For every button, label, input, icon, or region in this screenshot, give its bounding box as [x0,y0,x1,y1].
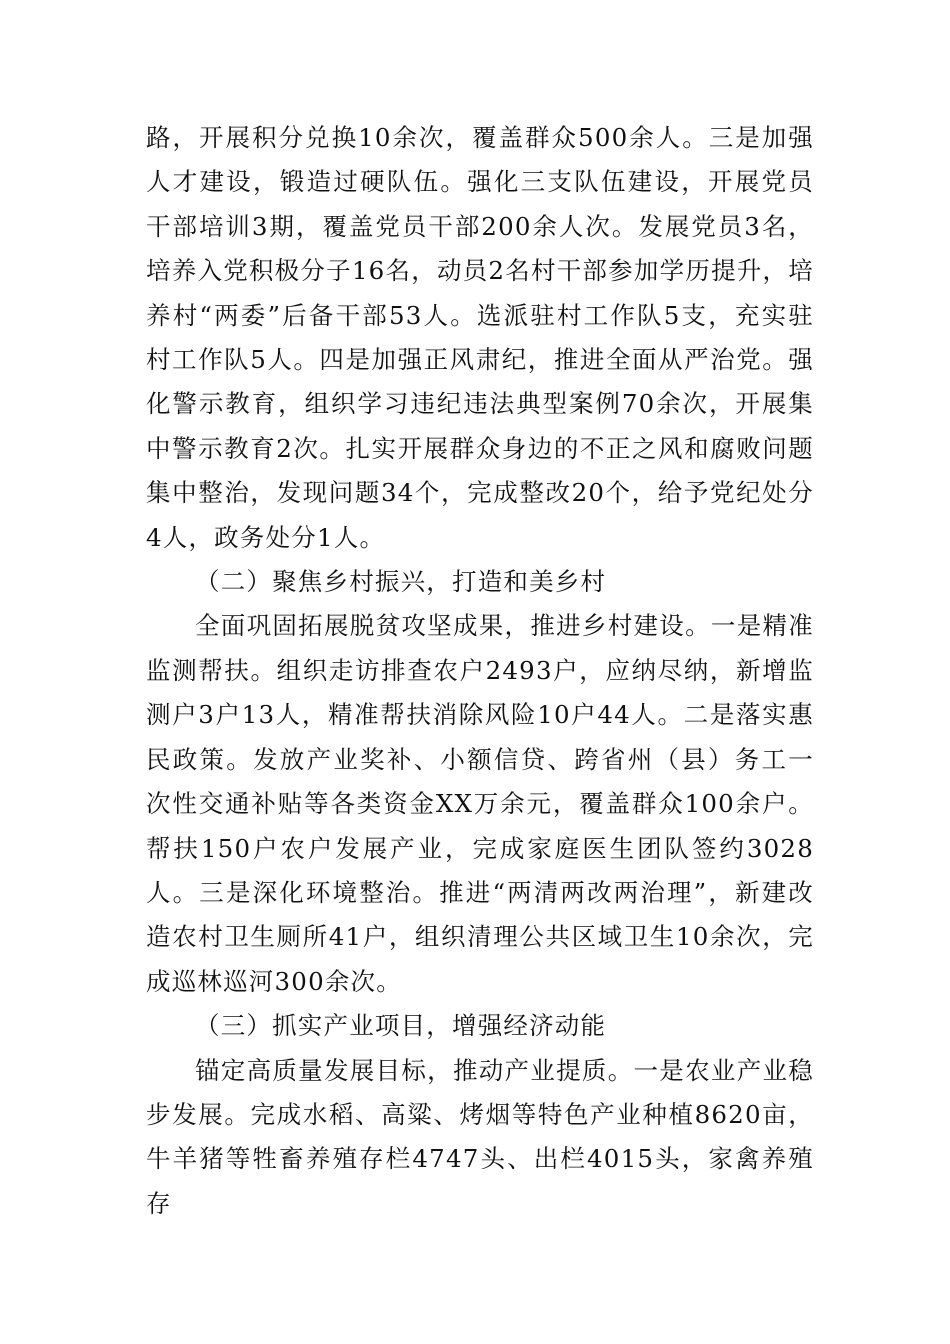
section-heading-3: （三）抓实产业项目，增强经济动能 [195,1011,607,1041]
document-body [146,116,814,1226]
section-heading-2: （二）聚焦乡村振兴，打造和美乡村 [195,567,607,597]
paragraph-continuation: 路，开展积分兑换10余次，覆盖群众500余人。三是加强人才建设，锻造过硬队伍。强化三支队伍建设，开展党员干部培训3期，覆盖党员干部200余人次。发展党员3名，培养入党积极分子16名，动员2名村干部参加学历提升，培养村“两委”后备干部53人。选派驻村工作队5支，充实驻村工作队5人。四是加强正风肃纪，推进全面从严治党。强化警示教育，组织学习违纪违法典型案例70余次，开展集中警示教育2次。扎实开展群众身边的不正之风和腐败问题集中整治，发现问题34个，完成整改20个，给予党纪处分4人，政务处分1人。 [146,123,814,552]
paragraph-industry-projects: 锚定高质量发展目标，推动产业提质。一是农业产业稳步发展。完成水稻、高粱、烤烟等特色产业种植8620亩，牛羊猪等牲畜养殖存栏4747头、出栏4015头，家禽养殖存 [146,1055,814,1218]
paragraph-rural-revitalization: 全面巩固拓展脱贫攻坚成果，推进乡村建设。一是精准监测帮扶。组织走访排查农户2493户，应纳尽纳，新增监测户3户13人，精准帮扶消除风险10户44人。二是落实惠民政策。发放产业奖补、小额信贷、跨省州（县）务工一次性交通补贴等各类资金XX万余元，覆盖群众100余户。帮扶150户农户发展产业，完成家庭医生团队签约3028人。三是深化环境整治。推进“两清两改两治理”，新建改造农村卫生厕所41户，组织清理公共区域卫生10余次，完成巡林巡河300余次。 [146,611,814,996]
